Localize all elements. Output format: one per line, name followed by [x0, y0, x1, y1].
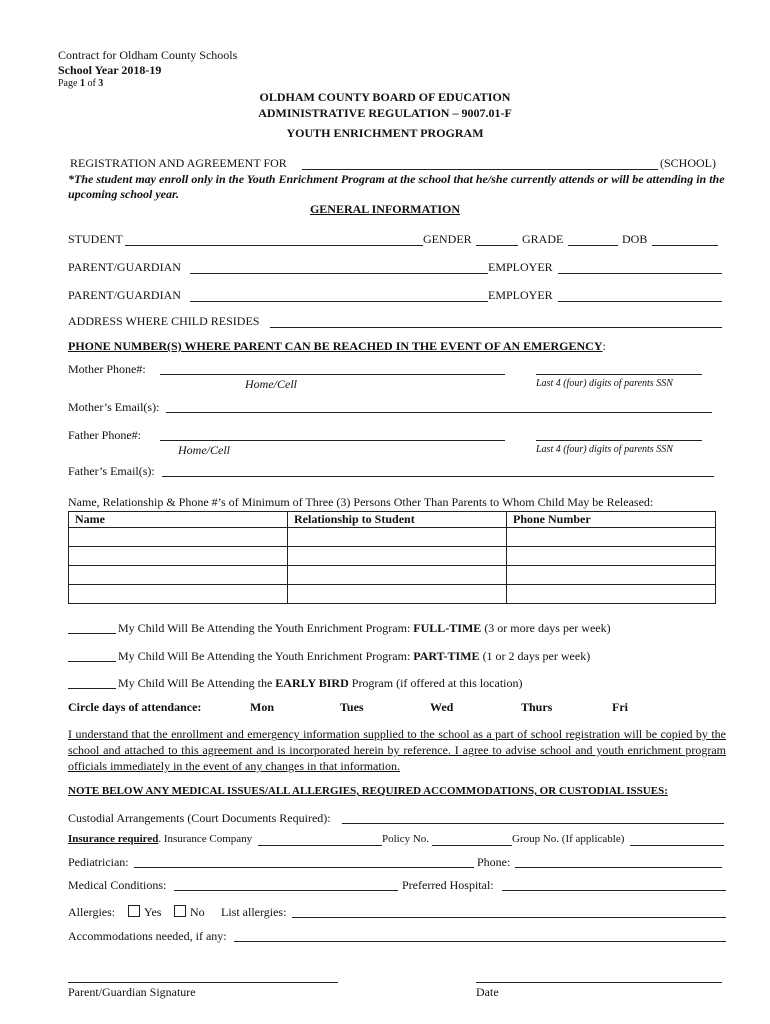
employer2-field[interactable]: [558, 301, 722, 302]
father-home-cell-hint: Home/Cell: [178, 443, 230, 457]
dob-label: DOB: [622, 232, 648, 246]
address-field[interactable]: [270, 327, 722, 328]
table-header-row: [69, 512, 716, 528]
date-label: Date: [476, 985, 499, 999]
parent2-label: PARENT/GUARDIAN: [68, 288, 181, 302]
medical-note-heading: NOTE BELOW ANY MEDICAL ISSUES/ALL ALLERGIES, REQUIRED ACCOMMODATIONS, OR CUSTODIAL ISSUES:: [68, 785, 668, 797]
part-time-blank[interactable]: [68, 661, 116, 662]
mother-phone-field[interactable]: [160, 374, 505, 375]
father-email-label: Father’s Email(s):: [68, 464, 155, 478]
father-ssn-hint: Last 4 (four) digits of parents SSN: [536, 444, 673, 455]
page-of: of: [84, 78, 99, 89]
column-header-name: Name: [69, 512, 288, 528]
emergency-phone-heading-text: PHONE NUMBER(S) WHERE PARENT CAN BE REACHED IN THE EVENT OF AN EMERGENCY: [68, 339, 603, 353]
contract-header: Contract for Oldham County Schools: [58, 48, 238, 62]
name-cell[interactable]: [69, 585, 288, 604]
policy-no-field[interactable]: [432, 845, 512, 846]
allergies-no-option[interactable]: [174, 905, 205, 920]
emergency-phone-heading: [68, 339, 606, 354]
date-field[interactable]: [476, 982, 722, 983]
employer1-label: EMPLOYER: [488, 260, 553, 274]
employer1-field[interactable]: [558, 273, 722, 274]
name-cell[interactable]: [69, 566, 288, 585]
phone-cell[interactable]: [507, 585, 716, 604]
release-intro: Name, Relationship & Phone #’s of Minimum of Three (3) Persons Other Than Parents to Whom Child May be Released:: [68, 495, 654, 509]
day-thurs[interactable]: Thurs: [521, 700, 553, 714]
grade-label: GRADE: [522, 232, 564, 246]
agreement-paragraph: I understand that the enrollment and emergency information supplied to the school as a part of school registration will be copied by the school and attached to this agreement and is incorporated herein by reference. I agree to advise school and youth enrichment program officials immediately in the event of any changes in that information.: [68, 727, 726, 773]
allergies-label: Allergies:: [68, 905, 116, 919]
accommodations-label: Accommodations needed, if any:: [68, 929, 227, 943]
school-year: School Year 2018-19: [58, 63, 162, 77]
conditions-label: Medical Conditions:: [68, 878, 167, 892]
early-bird-note: Program (if offered at this location): [348, 676, 523, 690]
pediatrician-phone-label: Phone:: [477, 855, 511, 869]
gender-field[interactable]: [476, 245, 518, 246]
phone-cell[interactable]: [507, 528, 716, 547]
list-allergies-field[interactable]: [292, 917, 726, 918]
early-bird-prefix: My Child Will Be Attending the: [118, 676, 276, 690]
full-time-option: [118, 621, 611, 636]
mother-email-field[interactable]: [166, 412, 712, 413]
accommodations-field[interactable]: [234, 941, 726, 942]
parent2-field[interactable]: [190, 301, 488, 302]
phone-cell[interactable]: [507, 547, 716, 566]
group-no-label: Group No. (If applicable): [512, 833, 625, 845]
parent1-label: PARENT/GUARDIAN: [68, 260, 181, 274]
program-title: YOUTH ENRICHMENT PROGRAM: [286, 126, 484, 140]
signature-label: Parent/Guardian Signature: [68, 985, 196, 999]
father-phone-field[interactable]: [160, 440, 505, 441]
allergies-no-checkbox[interactable]: [174, 905, 186, 917]
insurance-required: Insurance required: [68, 833, 159, 845]
mother-home-cell-hint: Home/Cell: [245, 377, 297, 391]
employer2-label: EMPLOYER: [488, 288, 553, 302]
school-suffix: (SCHOOL): [660, 156, 716, 170]
dob-field[interactable]: [652, 245, 718, 246]
circle-days-label: Circle days of attendance:: [68, 700, 202, 714]
insurance-company-field[interactable]: [258, 845, 382, 846]
pediatrician-field[interactable]: [134, 867, 474, 868]
column-header-relationship: Relationship to Student: [288, 512, 507, 528]
hospital-label: Preferred Hospital:: [402, 878, 494, 892]
early-bird-option: [118, 676, 523, 691]
regulation-title: ADMINISTRATIVE REGULATION – 9007.01-F: [258, 106, 512, 120]
school-name-field[interactable]: [302, 169, 658, 170]
page-number: 1: [79, 78, 85, 89]
hospital-field[interactable]: [502, 890, 726, 891]
name-cell[interactable]: [69, 528, 288, 547]
custodial-label: Custodial Arrangements (Court Documents Required):: [68, 811, 331, 825]
relationship-cell[interactable]: [288, 585, 507, 604]
full-time-note: (3 or more days per week): [481, 621, 611, 635]
mother-ssn-field[interactable]: [536, 374, 702, 375]
early-bird-blank[interactable]: [68, 688, 116, 689]
day-fri[interactable]: Fri: [612, 700, 628, 714]
full-time-label: FULL-TIME: [413, 621, 482, 635]
table-row: [69, 566, 716, 585]
day-wed[interactable]: Wed: [430, 700, 454, 714]
father-ssn-field[interactable]: [536, 440, 702, 441]
page-indicator: [58, 78, 103, 89]
grade-field[interactable]: [568, 245, 618, 246]
group-no-field[interactable]: [630, 845, 724, 846]
table-row: [69, 547, 716, 566]
signature-field[interactable]: [68, 982, 338, 983]
father-phone-label: Father Phone#:: [68, 428, 141, 442]
release-persons-table: [68, 511, 716, 604]
full-time-blank[interactable]: [68, 633, 116, 634]
page-prefix: Page: [58, 78, 80, 89]
day-tues[interactable]: Tues: [340, 700, 364, 714]
mother-ssn-hint: Last 4 (four) digits of parents SSN: [536, 378, 673, 389]
relationship-cell[interactable]: [288, 547, 507, 566]
mother-phone-label: Mother Phone#:: [68, 362, 146, 376]
conditions-field[interactable]: [174, 890, 398, 891]
day-mon[interactable]: Mon: [250, 700, 274, 714]
gender-label: GENDER: [423, 232, 472, 246]
table-row: [69, 585, 716, 604]
relationship-cell[interactable]: [288, 566, 507, 585]
policy-no-label: Policy No.: [382, 833, 430, 845]
registration-label: REGISTRATION AND AGREEMENT FOR: [70, 156, 287, 170]
phone-cell[interactable]: [507, 566, 716, 585]
address-label: ADDRESS WHERE CHILD RESIDES: [68, 314, 260, 328]
list-allergies-label: List allergies:: [221, 905, 287, 919]
part-time-label: PART-TIME: [413, 649, 480, 663]
page-total: 3: [98, 78, 104, 89]
student-field[interactable]: [125, 245, 423, 246]
name-cell[interactable]: [69, 547, 288, 566]
pediatrician-label: Pediatrician:: [68, 855, 129, 869]
allergies-yes-option[interactable]: [128, 905, 161, 920]
part-time-note: (1 or 2 days per week): [479, 649, 591, 663]
pediatrician-phone-field[interactable]: [515, 867, 722, 868]
column-header-phone: Phone Number: [507, 512, 716, 528]
allergies-yes-label: Yes: [144, 905, 162, 919]
part-time-prefix: My Child Will Be Attending the Youth Enrichment Program:: [118, 649, 414, 663]
emergency-phone-heading-colon: :: [602, 339, 606, 353]
mother-email-label: Mother’s Email(s):: [68, 400, 160, 414]
custodial-field[interactable]: [342, 823, 724, 824]
allergies-no-label: No: [190, 905, 205, 919]
father-email-field[interactable]: [162, 476, 714, 477]
insurance-row: [68, 833, 252, 845]
board-title: OLDHAM COUNTY BOARD OF EDUCATION: [259, 90, 511, 104]
relationship-cell[interactable]: [288, 528, 507, 547]
full-time-prefix: My Child Will Be Attending the Youth Enrichment Program:: [118, 621, 414, 635]
insurance-company-label: . Insurance Company: [158, 833, 253, 845]
early-bird-label: EARLY BIRD: [275, 676, 349, 690]
enrollment-note: *The student may enroll only in the Youth Enrichment Program at the school that he/she currently attends or will be attending in the upcoming school year.: [68, 172, 725, 201]
parent1-field[interactable]: [190, 273, 488, 274]
table-row: [69, 528, 716, 547]
student-label: STUDENT: [68, 232, 123, 246]
general-info-heading: GENERAL INFORMATION: [309, 202, 461, 216]
allergies-yes-checkbox[interactable]: [128, 905, 140, 917]
part-time-option: [118, 649, 590, 664]
